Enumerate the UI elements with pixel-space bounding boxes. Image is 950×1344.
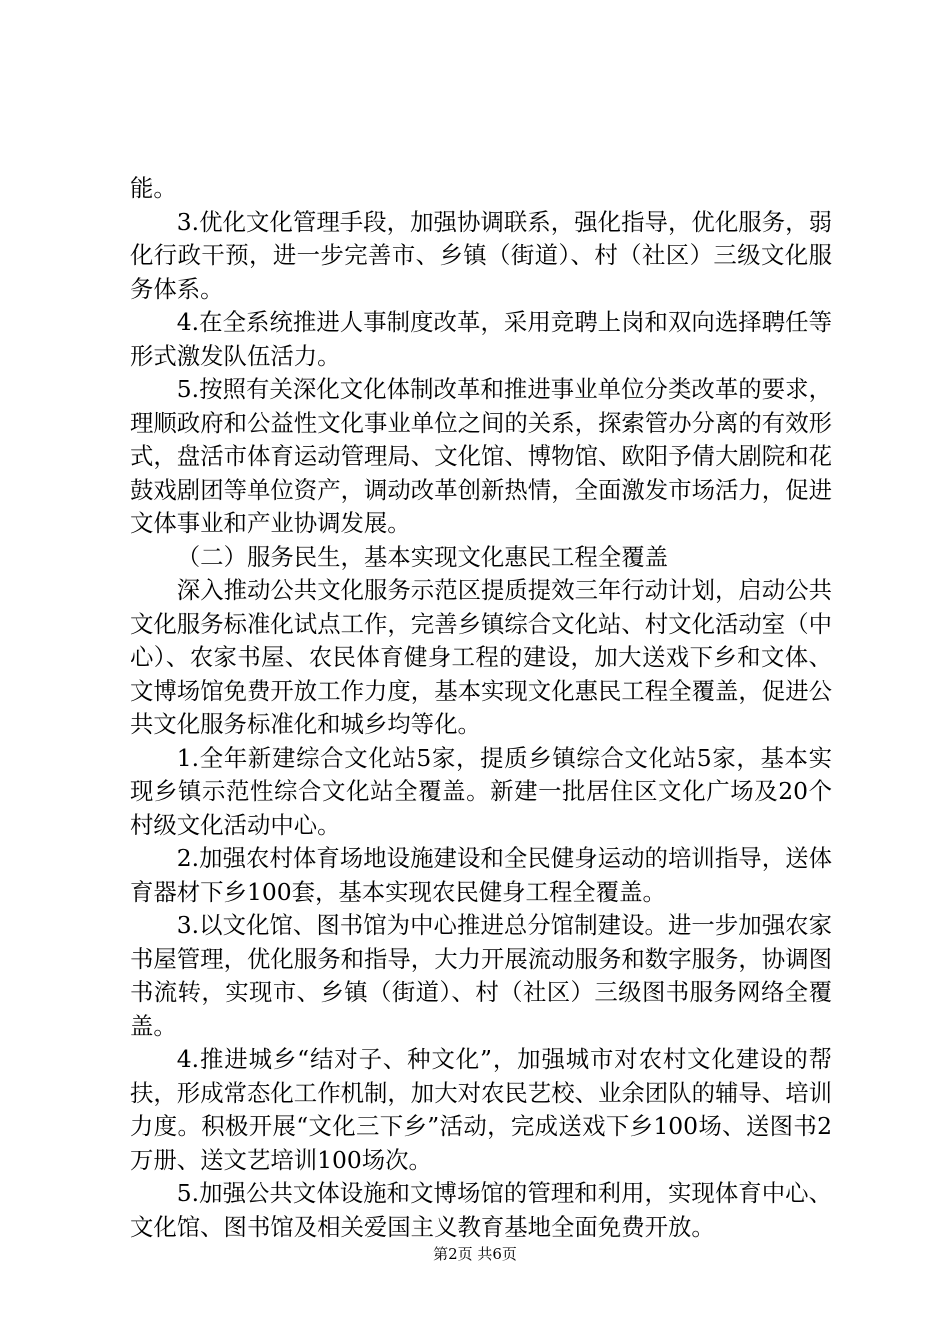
paragraph-item-4: 4.在全系统推进人事制度改革，采用竞聘上岗和双向选择聘任等形式激发队伍活力。 [130,308,832,370]
page-number: 第2页 共6页 [433,1245,517,1263]
paragraph-item-2: 2.加强农村体育场地设施建设和全民健身运动的培训指导，送体育器材下乡100套，基本实现农民健身工程全覆盖。 [130,844,832,906]
paragraph-item-3b: 3.以文化馆、图书馆为中心推进总分馆制建设。进一步加强农家书屋管理，优化服务和指导，大力开展流动服务和数字服务，协调图书流转，实现市、乡镇（街道）、村（社区）三级图书服务网络全覆盖。 [130,911,832,1040]
paragraph-item-5b: 5.加强公共文体设施和文博场馆的管理和利用，实现体育中心、文化馆、图书馆及相关爱国主义教育基地全面免费开放。 [130,1179,832,1241]
paragraph-continuation: 能。 [130,174,177,202]
document-body [130,172,832,1244]
page-footer [0,1244,950,1264]
paragraph-item-3: 3.优化文化管理手段，加强协调联系，强化指导，优化服务，弱化行政干预，进一步完善市、乡镇（街道）、村（社区）三级文化服务体系。 [130,207,832,303]
paragraph-item-4b: 4.推进城乡“结对子、种文化”，加强城市对农村文化建设的帮扶，形成常态化工作机制，加大对农民艺校、业余团队的辅导、培训力度。积极开展“文化三下乡”活动，完成送戏下乡100场、送图书2万册、送文艺培训100场次。 [130,1045,832,1174]
paragraph-intro: 深入推动公共文化服务示范区提质提效三年行动计划，启动公共文化服务标准化试点工作，完善乡镇综合文化站、村文化活动室（中心）、农家书屋、农民体育健身工程的建设，加大送戏下乡和文体、文博场馆免费开放工作力度，基本实现文化惠民工程全覆盖，促进公共文化服务标准化和城乡均等化。 [130,576,832,738]
paragraph-item-5: 5.按照有关深化文化体制改革和推进事业单位分类改革的要求，理顺政府和公益性文化事业单位之间的关系，探索管办分离的有效形式，盘活市体育运动管理局、文化馆、博物馆、欧阳予倩大剧院和花鼓戏剧团等单位资产，调动改革创新热情，全面激发市场活力，促进文体事业和产业协调发展。 [130,375,832,537]
section-heading: （二）服务民生，基本实现文化惠民工程全覆盖 [176,542,668,571]
paragraph-item-1: 1.全年新建综合文化站5家，提质乡镇综合文化站5家，基本实现乡镇示范性综合文化站全覆盖。新建一批居住区文化广场及20个村级文化活动中心。 [130,743,832,839]
